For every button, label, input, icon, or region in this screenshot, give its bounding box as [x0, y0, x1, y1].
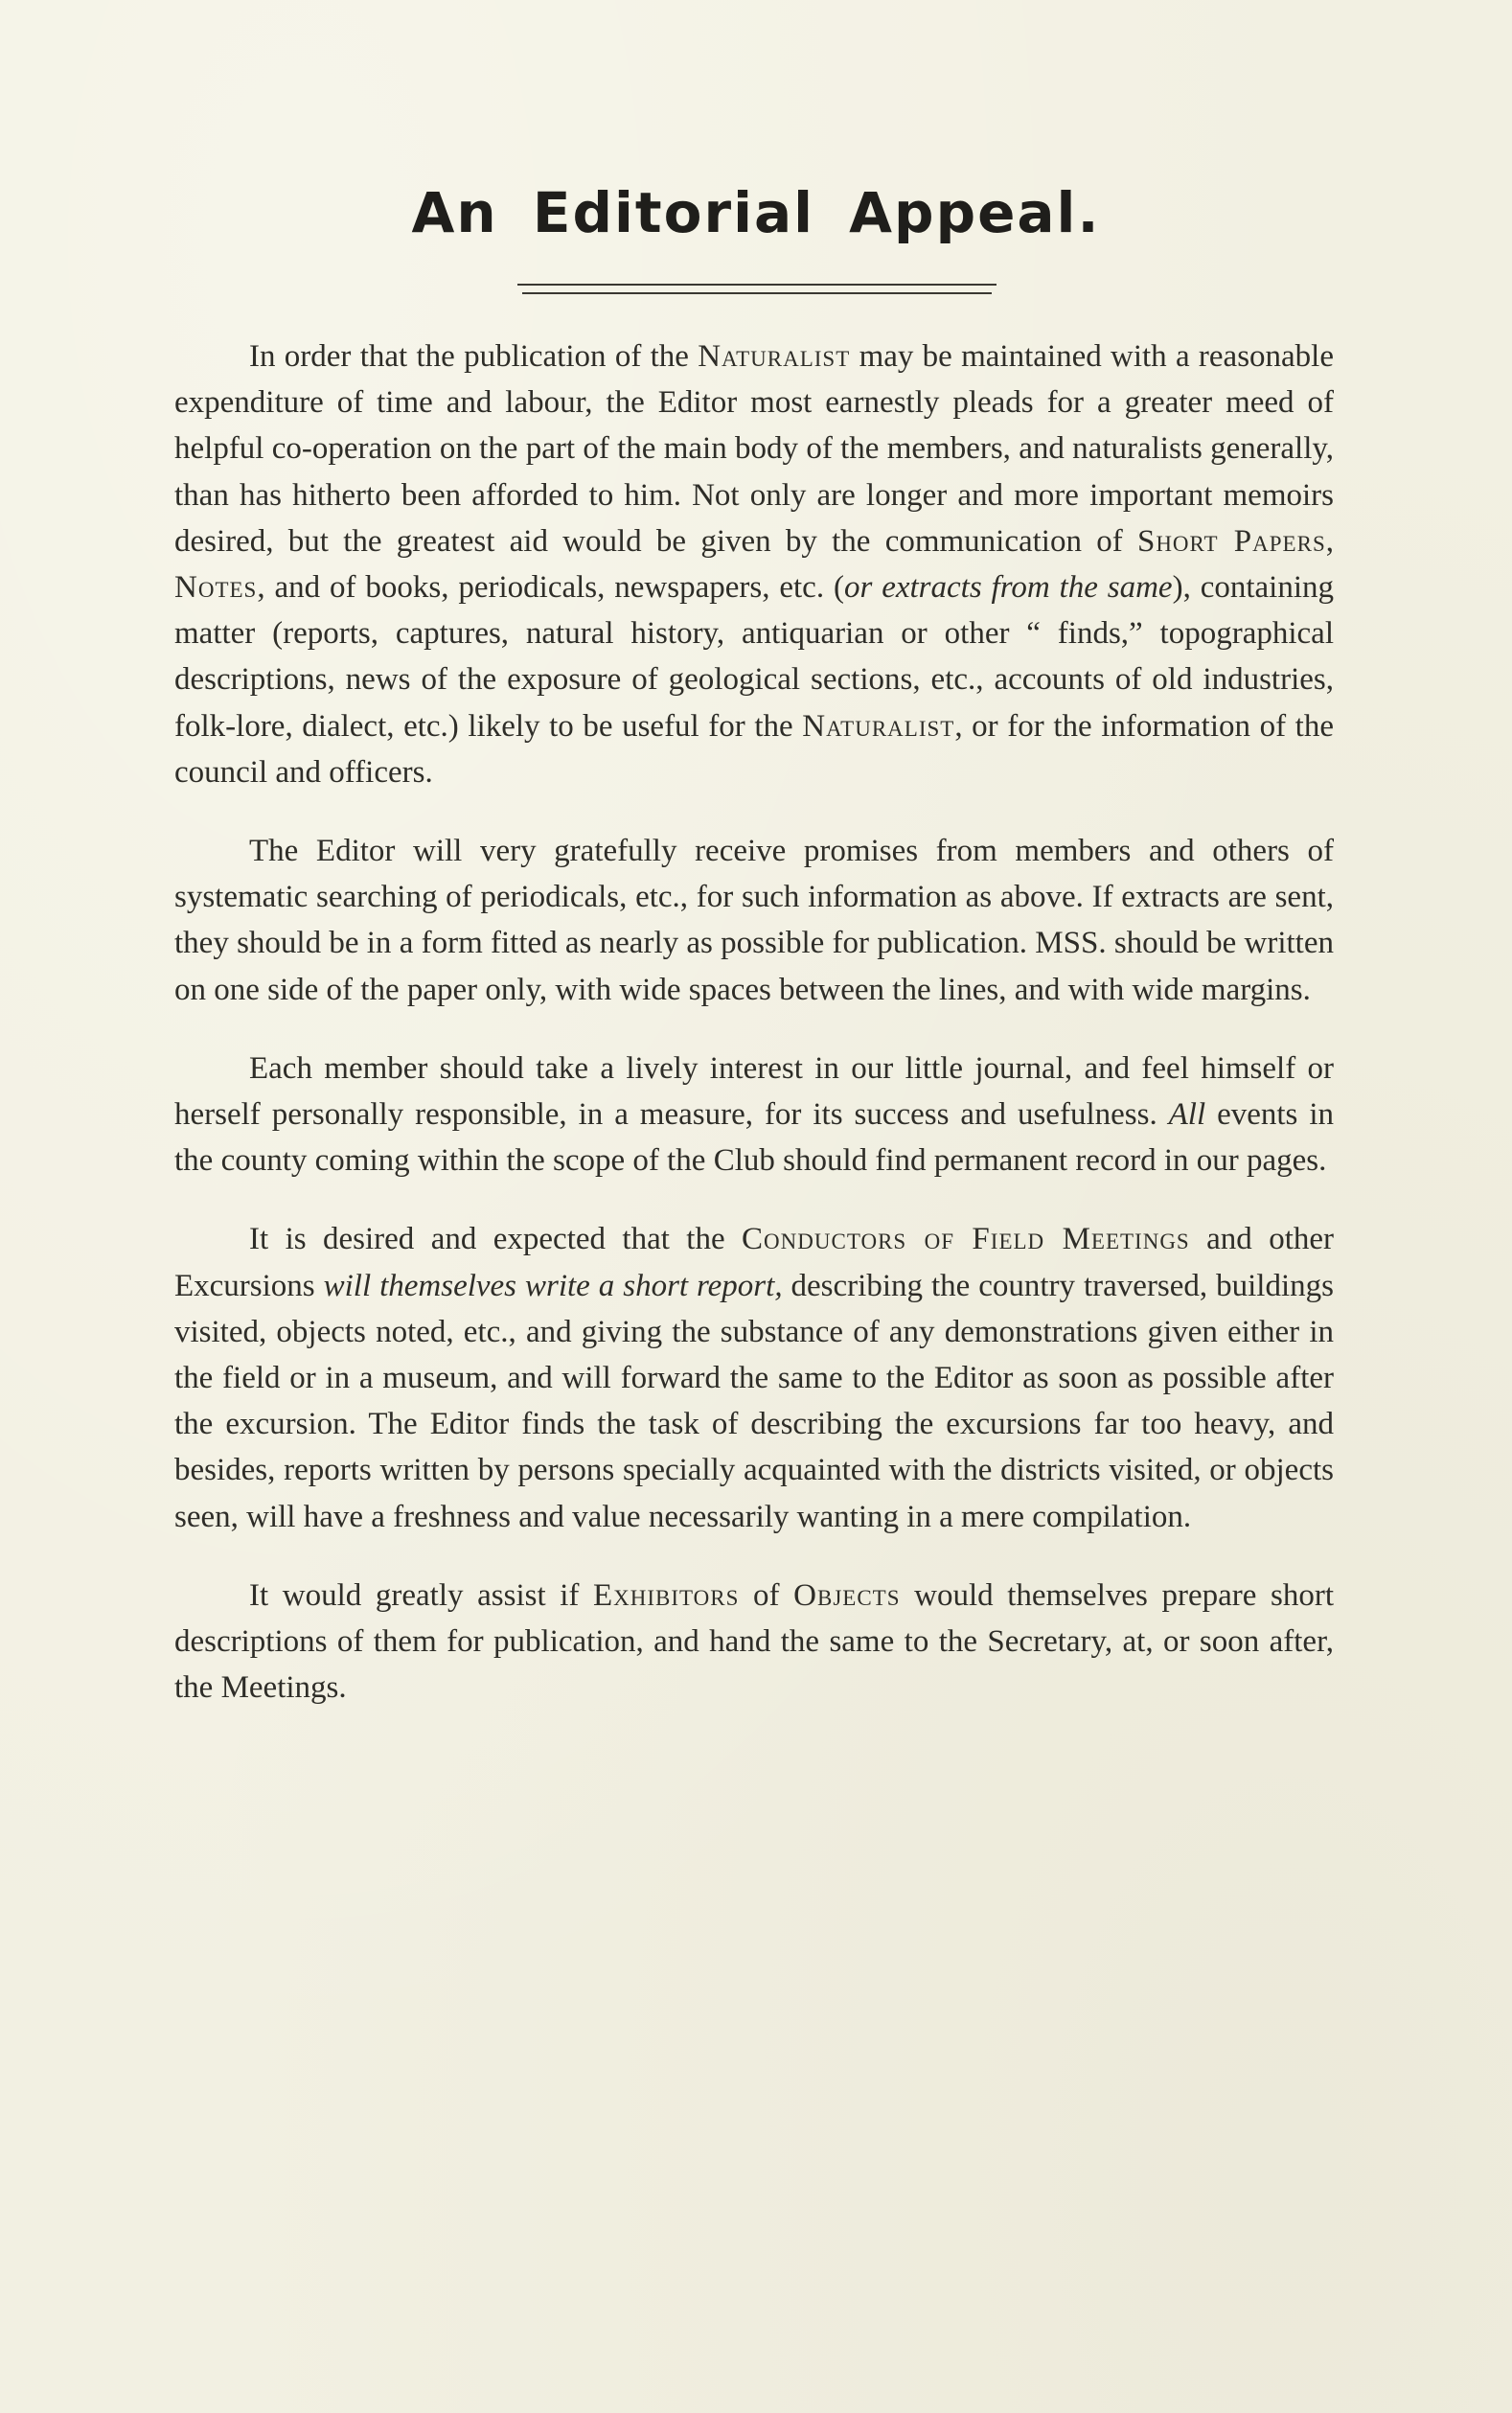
- text-segment: would themselves prepare short descriptions of them for publication, and hand the same to the Secretary, at, or soon after, the Meetings.: [174, 1577, 1334, 1706]
- title-rule-upper: [517, 284, 997, 286]
- text-segment: It would greatly assist if: [249, 1577, 593, 1613]
- paragraph: [174, 333, 1334, 795]
- text-segment: Notes: [174, 570, 258, 606]
- text-segment: In order that the publication of the: [249, 339, 699, 374]
- text-segment: , or for the information of the council and officers.: [174, 708, 1334, 790]
- text-segment: Exhibitors: [593, 1577, 740, 1613]
- paragraph: [174, 1573, 1334, 1712]
- title-rule-lower: [522, 292, 992, 294]
- text-segment: Naturalist: [802, 708, 955, 744]
- text-segment: may be maintained with a reasonable expenditure of time and labour, the Editor most earnestly pleads for a greater meed of helpful co-operation on the part of the main body of the members, and naturalists generally, than has hitherto been afforded to him. Not only are longer and more important memoirs desired, but the greatest aid would be given by the communication of: [174, 339, 1334, 559]
- text-segment: Each member should take a lively interest in our little journal, and feel himself or herself personally responsible, in a measure, for its success and usefulness.: [174, 1050, 1334, 1133]
- text-segment: or extracts from the same: [843, 570, 1173, 606]
- text-segment: ,: [1325, 523, 1334, 559]
- text-segment: , and of books, periodicals, newspapers, etc. (: [257, 570, 844, 606]
- text-segment: will themselves write a short report,: [323, 1268, 783, 1303]
- text-segment: Objects: [793, 1577, 901, 1613]
- text-segment: The Editor will very gratefully receive promises from members and others of systematic searching of periodicals, etc., for such information as above. If extracts are sent, they should be in a form fitted as nearly as possible for publication. MSS. should be written on one side of the paper only, with wide spaces between the lines, and with wide margins.: [174, 834, 1334, 1007]
- text-segment: ), containing matter (reports, captures, natural history, antiquarian or other “ finds,” topographical descriptions, news of the exposure of geological sections, etc., accounts of old industries, folk-lore, dialect, etc.) likely to be useful for the: [174, 570, 1335, 744]
- text-segment: of: [739, 1577, 794, 1613]
- text-segment: and other Excursions: [174, 1222, 1335, 1303]
- paragraph: [174, 1216, 1334, 1539]
- text-segment: Short Papers: [1136, 523, 1326, 559]
- text-segment: Naturalist: [698, 339, 851, 374]
- page-title: An Editorial Appeal.: [411, 180, 1101, 245]
- text-segment: events in the county coming within the scope of the Club should find permanent record in our pages.: [174, 1097, 1334, 1179]
- text-segment: Conductors of Field Meetings: [742, 1222, 1190, 1257]
- text-segment: It is desired and expected that the: [249, 1222, 743, 1257]
- paragraph: [174, 828, 1334, 1013]
- text-segment: describing the country traversed, buildings visited, objects noted, etc., and giving the substance of any demonstrations given either in the field or in a museum, and will forward the same to the Editor as soon as possible after the excursion. The Editor finds the task of describing the excursions far too heavy, and besides, reports written by persons specially acquainted with the districts visited, or objects seen, will have a freshness and value necessarily wanting in a mere compilation.: [174, 1268, 1334, 1534]
- text-segment: All: [1168, 1097, 1206, 1133]
- paragraph: [174, 1046, 1334, 1184]
- article-body: [174, 333, 1334, 1743]
